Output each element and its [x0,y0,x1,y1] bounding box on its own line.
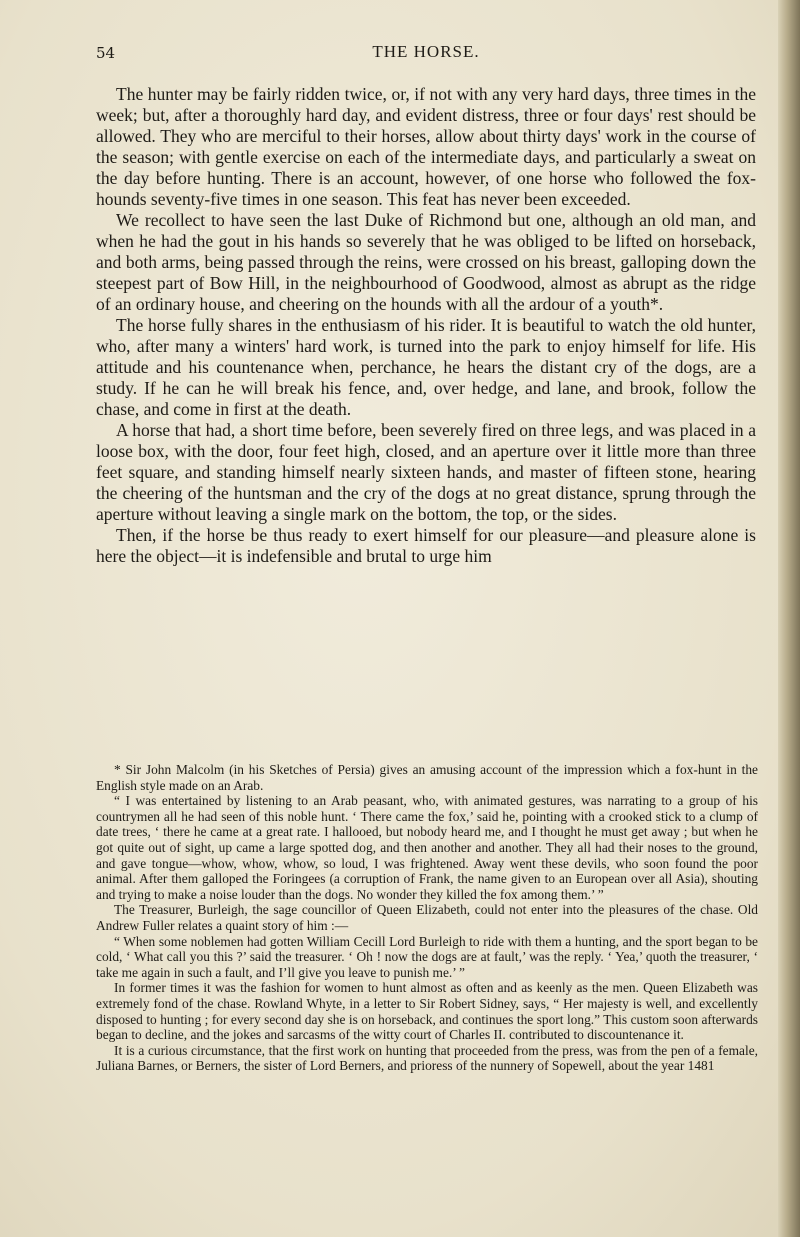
page-number: 54 [96,44,116,62]
paragraph-enthusiasm: The horse fully shares in the enthusiasm of his rider. It is beautiful to watch the old hunter, who, after many a winters' hard work, is turned into the park to enjoy himself for life. His attitude and his countenance when, perchance, he hears the distant cry of the dogs, are a study. If he can he will break his fence, and, over hedge, and lane, and brook, follow the chase, and come in first at the death. [96,315,756,419]
paragraph-pleasure: Then, if the horse be thus ready to exert himself for our pleasure—and pleasure alone is here the object—it is indefensible and brutal to urge him [96,525,756,566]
footnote-malcolm: * Sir John Malcolm (in his Sketches of Persia) gives an amusing account of the impression which a fox-hunt in the English style made on an Arab. [96,762,758,793]
footnote-fuller-quote: “ When some noblemen had gotten William Cecill Lord Burleigh to ride with them a hunting, and the sport began to be cold, ‘ What call you this ?’ said the treasurer. ‘ Oh ! now the dogs are at fault,’ was the reply. ‘ Yea,’ quoth the treasurer, ‘ take me again in such a fault, and I’ll give you leave to punish me.’ ” [96,933,758,980]
footnote-women-hunting: In former times it was the fashion for women to hunt almost as often and as keenly as the men. Queen Elizabeth was extremely fond of the chase. Rowland Whyte, in a letter to Sir Robert Sidney, says, “ Her majesty is well, and excellently disposed to hunting ; for every second day she is on horseback, and continues the sport long.” This custom soon afterwards began to decline, and the jokes and sarcasms of the witty court of Charles II. contributed to discountenance it. [96,980,758,1043]
paragraph-hunter-rest: The hunter may be fairly ridden twice, or, if not with any very hard days, three times in the week; but, after a thoroughly hard day, and evident distress, three or four days' rest should be allowed. They who are merciful to their horses, allow about thirty days' work in the course of the season; with gentle exercise on each of the intermediate days, and particularly a sweat on the day before hunting. There is an account, however, of one horse who followed the fox-hounds seventy-five times in one season. This feat has never been exceeded. [96,84,756,209]
paragraph-duke-richmond: We recollect to have seen the last Duke of Richmond but one, although an old man, and when he had the gout in his hands so severely that he was obliged to be lifted on horseback, and both arms, being passed through the reins, were crossed on his breast, galloping down the steepest part of Bow Hill, in the neighbourhood of Goodwood, almost as abrupt as the ridge of an ordinary house, and cheering on the hounds with all the ardour of a youth*. [96,210,756,314]
running-title: THE HORSE. [372,42,480,61]
footnote-burleigh: The Treasurer, Burleigh, the sage councillor of Queen Elizabeth, could not enter into the pleasures of the chase. Old Andrew Fuller relates a quaint story of him :— [96,902,758,933]
page-edge-shadow [778,0,800,1237]
main-text [96,84,756,567]
footnote [96,762,758,1074]
page-header [96,36,756,66]
paragraph-fired-horse: A horse that had, a short time before, been severely fired on three legs, and was placed in a loose box, with the door, four feet high, closed, and an aperture over it little more than three feet square, and standing himself nearly sixteen hands, and master of fifteen stone, hearing the cheering of the huntsman and the cry of the dogs at no great distance, sprung through the aperture without leaving a single mark on the bottom, the top, or the sides. [96,420,756,524]
footnote-juliana-barnes: It is a curious circumstance, that the first work on hunting that proceeded from the press, was from the pen of a female, Juliana Barnes, or Berners, the sister of Lord Berners, and prioress of the nunnery of Sopewell, about the year 1481 [96,1042,758,1074]
footnote-arab-quote: “ I was entertained by listening to an Arab peasant, who, with animated gestures, was narrating to a group of his countrymen all he had seen of this noble hunt. ‘ There came the fox,’ said he, pointing with a crooked stick to a clump of date trees, ‘ there he came at a great rate. I hallooed, but nobody heard me, and I thought he must get away ; but when he got quite out of sight, up came a large spotted dog, and then another and another. They all had their noses to the ground, and gave tongue—whow, whow, whow, so loud, I was frightened. Away went these devils, who soon found the poor animal. After them galloped the Foringees (a corruption of Frank, the name given to an European over all Asia), shouting and trying to make a noise louder than the dogs. No wonder they killed the fox among them.’ ” [96,793,758,902]
